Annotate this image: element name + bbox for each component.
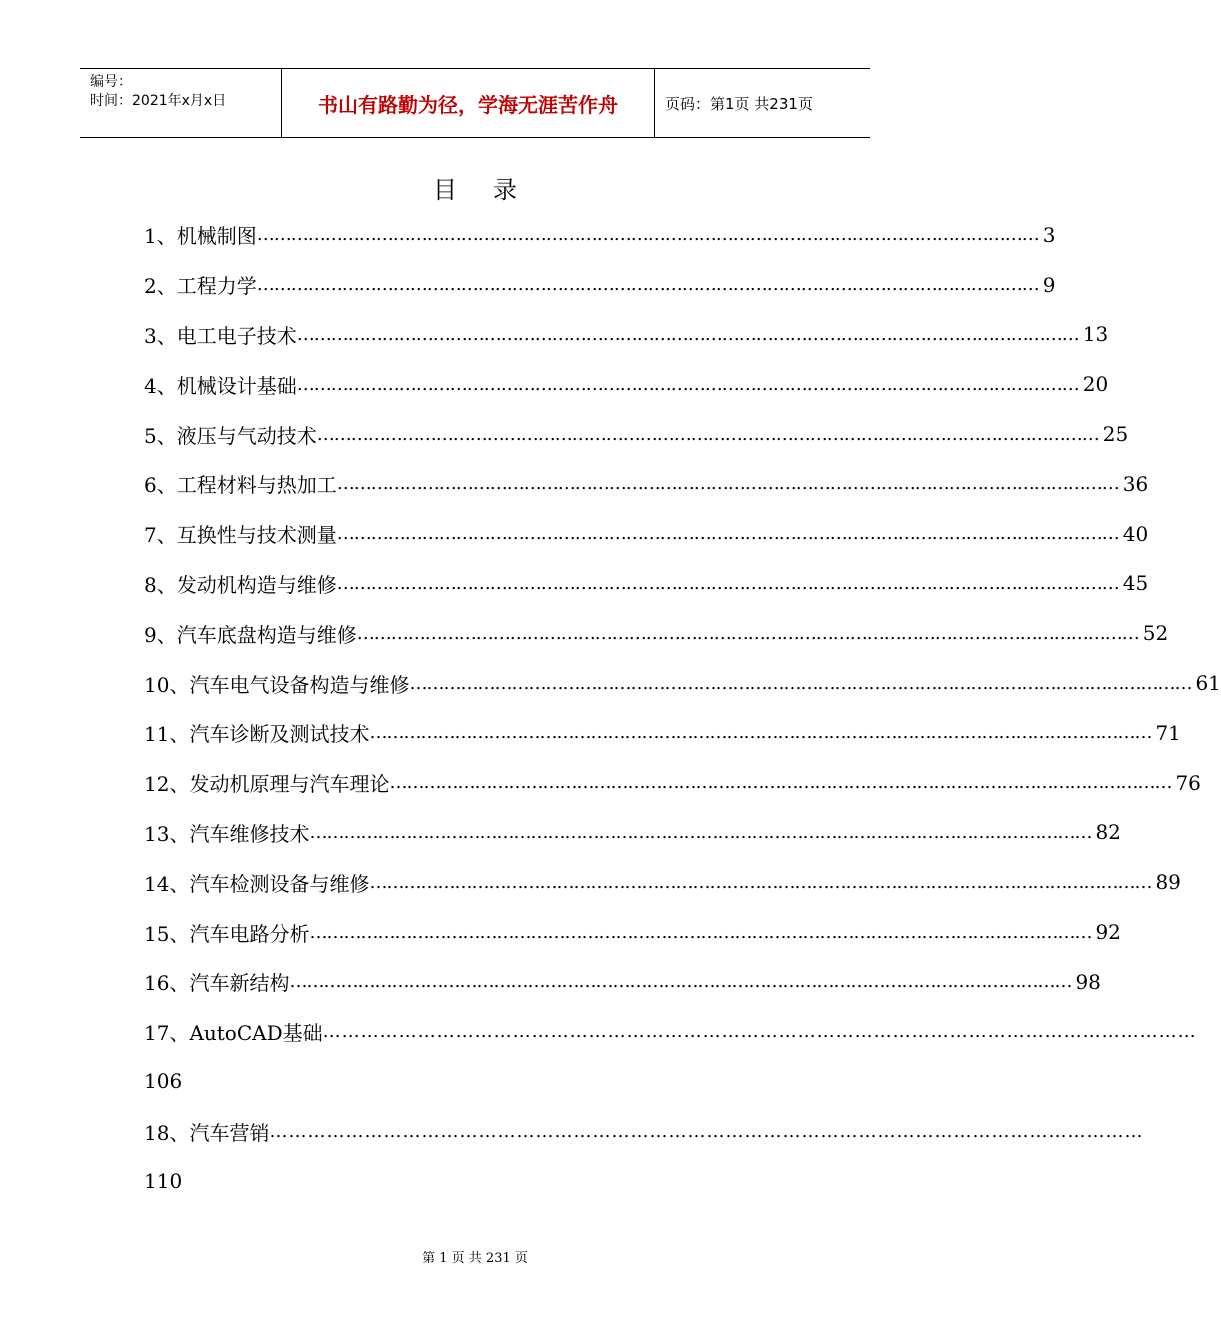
toc-entry-page: 20 bbox=[1082, 372, 1109, 397]
toc-leader-dots: ………………………………………………………………………………………………………………………… bbox=[296, 323, 1079, 345]
toc-entry-page: 45 bbox=[1122, 571, 1149, 596]
header-motto: 书山有路勤为径，学海无涯苦作舟 bbox=[282, 69, 655, 137]
toc-leader-dots: ………………………………………………………………………………………………………………………… bbox=[309, 821, 1092, 843]
toc-leader-dots: ………………………………………………………………………………………………………………………… bbox=[369, 871, 1152, 893]
toc-entry[interactable] bbox=[144, 409, 1129, 459]
toc-entry[interactable] bbox=[144, 758, 1201, 808]
toc-entry[interactable] bbox=[144, 559, 1149, 609]
toc-entry-label: 15、汽车电路分析 bbox=[144, 921, 310, 946]
toc-entry-label: 6、工程材料与热加工 bbox=[144, 473, 337, 498]
toc-entry[interactable] bbox=[144, 957, 1101, 1007]
toc-entry-label: 13、汽车维修技术 bbox=[144, 821, 310, 846]
toc-leader-dots: ………………………………………………………………………………………………………………………… bbox=[336, 523, 1119, 545]
toc-leader-dots: ………………………………………………………………………………………………………………………… bbox=[289, 971, 1072, 993]
document-number-label: 编号： bbox=[90, 74, 132, 90]
toc-entry[interactable] bbox=[144, 608, 1169, 658]
toc-entry[interactable] bbox=[144, 359, 1109, 409]
toc-leader-dots: ………………………………………………………………………………………………………………………… bbox=[269, 1120, 1144, 1142]
page-header bbox=[80, 68, 870, 138]
toc-entry[interactable] bbox=[144, 260, 1056, 310]
toc-entry-page-wrapped[interactable]: 110 bbox=[144, 1169, 183, 1194]
toc-leader-dots: ………………………………………………………………………………………………………………………… bbox=[256, 274, 1039, 296]
toc-entry-label: 9、汽车底盘构造与维修 bbox=[144, 622, 357, 647]
toc-leader-dots: ………………………………………………………………………………………………………………………… bbox=[409, 672, 1192, 694]
toc-entry-wrapped[interactable] bbox=[144, 1106, 1144, 1156]
toc-entry-page: 25 bbox=[1102, 422, 1129, 447]
toc-entry-wrapped[interactable] bbox=[144, 1007, 1197, 1057]
toc-leader-dots: ………………………………………………………………………………………………………………………… bbox=[356, 622, 1139, 644]
toc-entry-label: 12、发动机原理与汽车理论 bbox=[144, 772, 390, 797]
toc-leader-dots: ………………………………………………………………………………………………………………………… bbox=[296, 373, 1079, 395]
toc-leader-dots: ………………………………………………………………………………………………………………………… bbox=[309, 921, 1092, 943]
header-page-info: 页码：第1页 共231页 bbox=[665, 94, 813, 113]
toc-entry-label: 3、电工电子技术 bbox=[144, 323, 297, 348]
toc-entry-page: 98 bbox=[1075, 969, 1101, 994]
toc-entry-label: 2、工程力学 bbox=[144, 274, 257, 299]
toc-entry-page: 13 bbox=[1082, 322, 1109, 347]
toc-entry-label: 16、汽车新结构 bbox=[144, 971, 290, 996]
toc-leader-dots: ………………………………………………………………………………………………………………………… bbox=[256, 224, 1039, 246]
toc-entry-page: 76 bbox=[1175, 770, 1201, 795]
toc-entry-label: 11、汽车诊断及测试技术 bbox=[144, 722, 370, 747]
toc-leader-dots: ………………………………………………………………………………………………………………………… bbox=[389, 772, 1172, 794]
toc-entry-label: 8、发动机构造与维修 bbox=[144, 572, 337, 597]
toc-entry-page: 52 bbox=[1142, 621, 1169, 646]
toc-entry-label: 7、互换性与技术测量 bbox=[144, 523, 337, 548]
toc-entry-page: 61 bbox=[1195, 671, 1221, 696]
toc-entry[interactable] bbox=[144, 907, 1121, 957]
toc-entry-page: 9 bbox=[1042, 272, 1056, 297]
toc-entry-label: 10、汽车电气设备构造与维修 bbox=[144, 672, 410, 697]
toc-entry-page: 3 bbox=[1042, 222, 1056, 247]
toc-entry-page: 40 bbox=[1122, 521, 1149, 546]
toc-entry-label: 14、汽车检测设备与维修 bbox=[144, 871, 370, 896]
toc-leader-dots: ………………………………………………………………………………………………………………………… bbox=[316, 423, 1099, 445]
toc-leader-dots: ………………………………………………………………………………………………………………………… bbox=[322, 1021, 1197, 1043]
toc-entry[interactable] bbox=[144, 808, 1121, 858]
toc-entry-label: 18、汽车营销 bbox=[144, 1120, 270, 1145]
document-time: 时间：2021年x月x日 bbox=[90, 93, 227, 109]
toc-entry-page: 71 bbox=[1155, 720, 1181, 745]
toc-entry[interactable] bbox=[144, 708, 1181, 758]
toc-leader-dots: ………………………………………………………………………………………………………………………… bbox=[369, 722, 1152, 744]
toc-entry-page: 89 bbox=[1155, 870, 1181, 895]
toc-entry-label: 4、机械设计基础 bbox=[144, 373, 297, 398]
page-title: 目录 bbox=[433, 176, 553, 204]
toc-leader-dots: ………………………………………………………………………………………………………………………… bbox=[336, 572, 1119, 594]
toc-entry-label: 5、液压与气动技术 bbox=[144, 423, 317, 448]
toc-entry[interactable] bbox=[144, 857, 1181, 907]
toc-entry[interactable] bbox=[144, 310, 1109, 360]
toc-entry[interactable] bbox=[144, 459, 1149, 509]
page-footer: 第 1 页 共 231 页 bbox=[422, 1251, 528, 1266]
toc-entry[interactable] bbox=[144, 210, 1056, 260]
toc-leader-dots: ………………………………………………………………………………………………………………………… bbox=[336, 473, 1119, 495]
toc-entry-page: 36 bbox=[1122, 471, 1149, 496]
toc-entry-label: 1、机械制图 bbox=[144, 224, 257, 249]
header-meta bbox=[80, 69, 282, 137]
table-of-contents bbox=[144, 210, 1221, 1206]
toc-entry-page: 82 bbox=[1095, 820, 1121, 845]
toc-entry[interactable] bbox=[144, 658, 1221, 708]
toc-entry-page-wrapped[interactable]: 106 bbox=[144, 1069, 183, 1094]
toc-entry[interactable] bbox=[144, 509, 1149, 559]
toc-entry-page: 92 bbox=[1095, 920, 1121, 945]
toc-entry-label: 17、AutoCAD基础 bbox=[144, 1021, 323, 1046]
